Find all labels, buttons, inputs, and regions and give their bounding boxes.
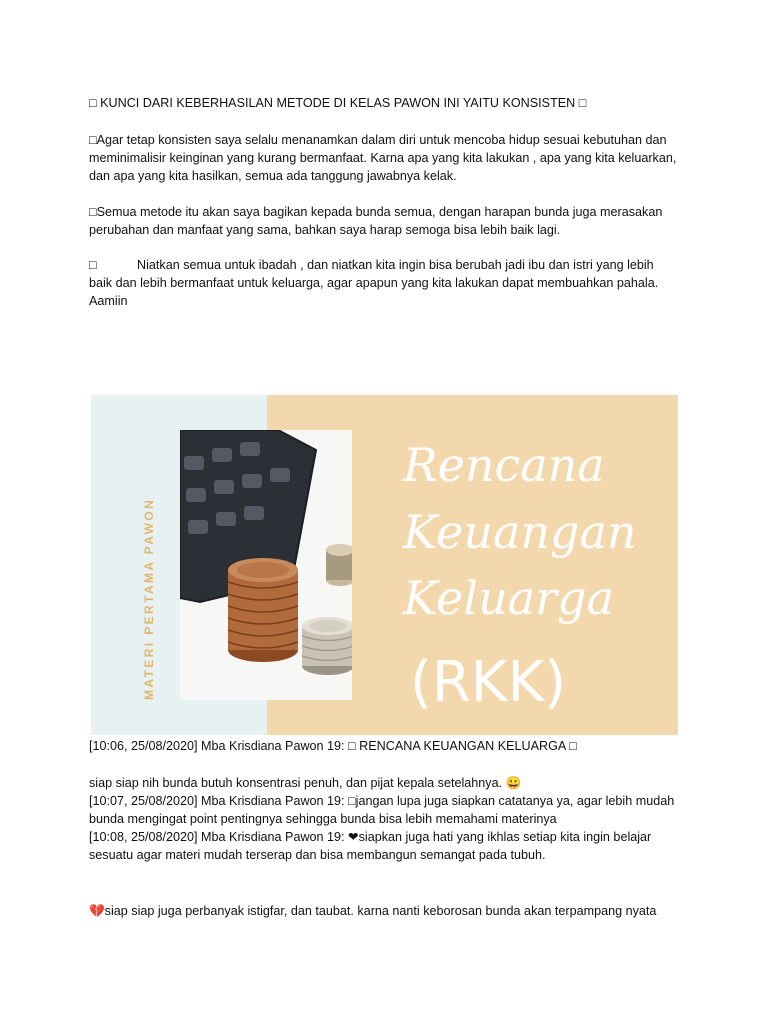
paragraph-line: Aamiin (89, 294, 128, 308)
banner-title-line: Rencana (403, 438, 605, 492)
banner-title-line: Keluarga (403, 571, 614, 625)
calculator-coins-photo (180, 430, 352, 700)
paragraph-line (89, 256, 689, 274)
paragraph-text: Niatkan semua untuk ibadah , dan niatkan kita ingin bisa berubah jadi ibu dan istri yang lebih (137, 258, 654, 272)
chat-line: [10:06, 25/08/2020] Mba Krisdiana Pawon 19: □ RENCANA KEUANGAN KELUARGA □ (89, 739, 577, 753)
calculator-coins-illustration (180, 430, 352, 700)
heading-line: □ KUNCI DARI KEBERHASILAN METODE DI KELAS PAWON INI YAITU KONSISTEN □ (89, 96, 587, 110)
paragraph-line: baik dan lebih bermanfaat untuk keluarga, agar apapun yang kita lakukan dapat membuahkan pahala. (89, 276, 659, 290)
chat-line: 💔siap siap juga perbanyak istigfar, dan taubat. karna nanti keborosan bunda akan terpampang nyata (89, 904, 657, 918)
chat-line: siap siap nih bunda butuh konsentrasi penuh, dan pijat kepala setelahnya. 😀 (89, 776, 522, 790)
chat-line: [10:08, 25/08/2020] Mba Krisdiana Pawon 19: ❤siapkan juga hati yang ikhlas setiap kita ingin belajar (89, 830, 652, 844)
paragraph-line: perubahan dan manfaat yang sama, bahkan saya harap semoga bisa lebih baik lagi. (89, 223, 561, 237)
paragraph-line: □Agar tetap konsisten saya selalu menanamkan dalam diri untuk mencoba hidup sesuai kebutuhan dan (89, 133, 667, 147)
chat-line: sesuatu agar materi mudah terserap dan bisa membangun semangat pada tubuh. (89, 848, 546, 862)
chat-line: bunda mengingat point pentingnya sehingga bunda bisa lebih memahami materinya (89, 812, 557, 826)
paragraph-line: dan apa yang kita hasilkan, semua ada tanggung jawabnya kelak. (89, 169, 457, 183)
rkk-banner-image (91, 395, 678, 735)
chat-line: [10:07, 25/08/2020] Mba Krisdiana Pawon 19: □jangan lupa juga siapkan catatanya ya, agar lebih mudah (89, 794, 675, 808)
banner-title-line: Keuangan (403, 505, 637, 559)
banner-abbreviation: (RKK) (410, 650, 567, 715)
bullet-glyph: □ (89, 258, 97, 272)
paragraph-line: □Semua metode itu akan saya bagikan kepada bunda semua, dengan harapan bunda juga merasakan (89, 205, 663, 219)
paragraph-line: meminimalisir keinginan yang kurang bermanfaat. Karna apa yang kita lakukan , apa yang kita keluarkan, (89, 151, 677, 165)
banner-vertical-label: MATERI PERTAMA PAWON (142, 497, 156, 700)
